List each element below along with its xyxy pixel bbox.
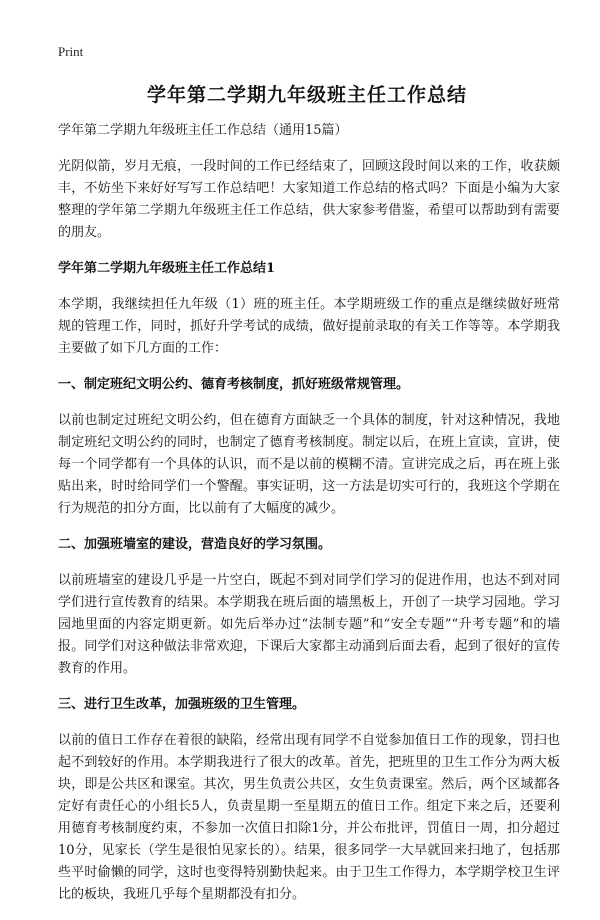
- section-3-paragraph: 以前的值日工作存在着很的缺陷，经常出现有同学不自觉参加值日工作的现象，罚扫也起不到较好的作用。本学期我进行了很大的改革。首先，把班里的卫生工作分为两大板块，即是公共区和课室。其次，男生负责公共区，女生负责课室。然后，两个区域都各定好有责任心的小组长5人，负责星期一至星期五的值日工作。组定下来之后，还要利用德育考核制度约束，不参加一次值日扣除1分，并公布批评，罚值日一周，扣分超过10分，见家长（学生是很怕见家长的）。结果，很多同学一大早就回来扫地了，包括那些平时偷懒的同学，这时也变得特别勤快起来。由于卫生工作得力，本学期学校卫生评比的板块，我班几乎每个星期都没有扣分。: [58, 733, 560, 902]
- print-label: Print: [58, 44, 84, 59]
- section-2-paragraph: 以前班墙室的建设几乎是一片空白，既起不到对同学们学习的促进作用，也达不到对同学们进行宣传教育的结果。本学期我在班后面的墙黑板上，开创了一块学习园地。学习园地里面的内容定期更新。如先后举办过“法制专题”和“安全专题”“升考专题”和的墙报。同学们对这种做法非常欢迎，下课后大家都主动涌到后面去看，起到了很好的宣传教育的作用。: [58, 573, 560, 676]
- section-2-heading: 二、加强班墙室的建设，营造良好的学习氛围。: [58, 537, 332, 552]
- document-body: [58, 120, 560, 920]
- section-1-paragraph: 以前也制定过班纪文明公约，但在德育方面缺乏一个具体的制度，针对这种情况，我地制定班纪文明公约的同时，也制定了德育考核制度。制定以后，在班上宣读，宣讲，使每一个同学都有一个具体的认识，而不是以前的模糊不清。宣讲完成之后，再在班上张贴出来，时时给同学们一个警醒。事实证明，这一方法是切实可行的，我班这个学期在行为规范的扣分方面，比以前有了大幅度的减少。: [58, 413, 560, 516]
- article-heading: 学年第二学期九年级班主任工作总结1: [58, 261, 276, 276]
- section-1-heading: 一、制定班纪文明公约、德育考核制度，抓好班级常规管理。: [58, 377, 410, 392]
- intro-paragraph: 光阴似箭，岁月无痕，一段时间的工作已经结束了，回顾这段时间以来的工作，收获颇丰，不妨坐下来好好写写工作总结吧！大家知道工作总结的格式吗？下面是小编为大家整理的学年第二学期九年级班主任工作总结，供大家参考借鉴，希望可以帮助到有需要的朋友。: [58, 159, 560, 240]
- article-intro-paragraph: 本学期，我继续担任九年级（1）班的班主任。本学期班级工作的重点是继续做好班常规的管理工作，同时，抓好升学考试的成绩，做好提前录取的有关工作等等。本学期我主要做了如下几方面的工作：: [58, 297, 560, 356]
- document-subtitle: 学年第二学期九年级班主任工作总结（通用15篇）: [58, 123, 348, 138]
- section-3-heading: 三、进行卫生改革，加强班级的卫生管理。: [58, 697, 306, 712]
- page-title: 学年第二学期九年级班主任工作总结: [146, 84, 467, 106]
